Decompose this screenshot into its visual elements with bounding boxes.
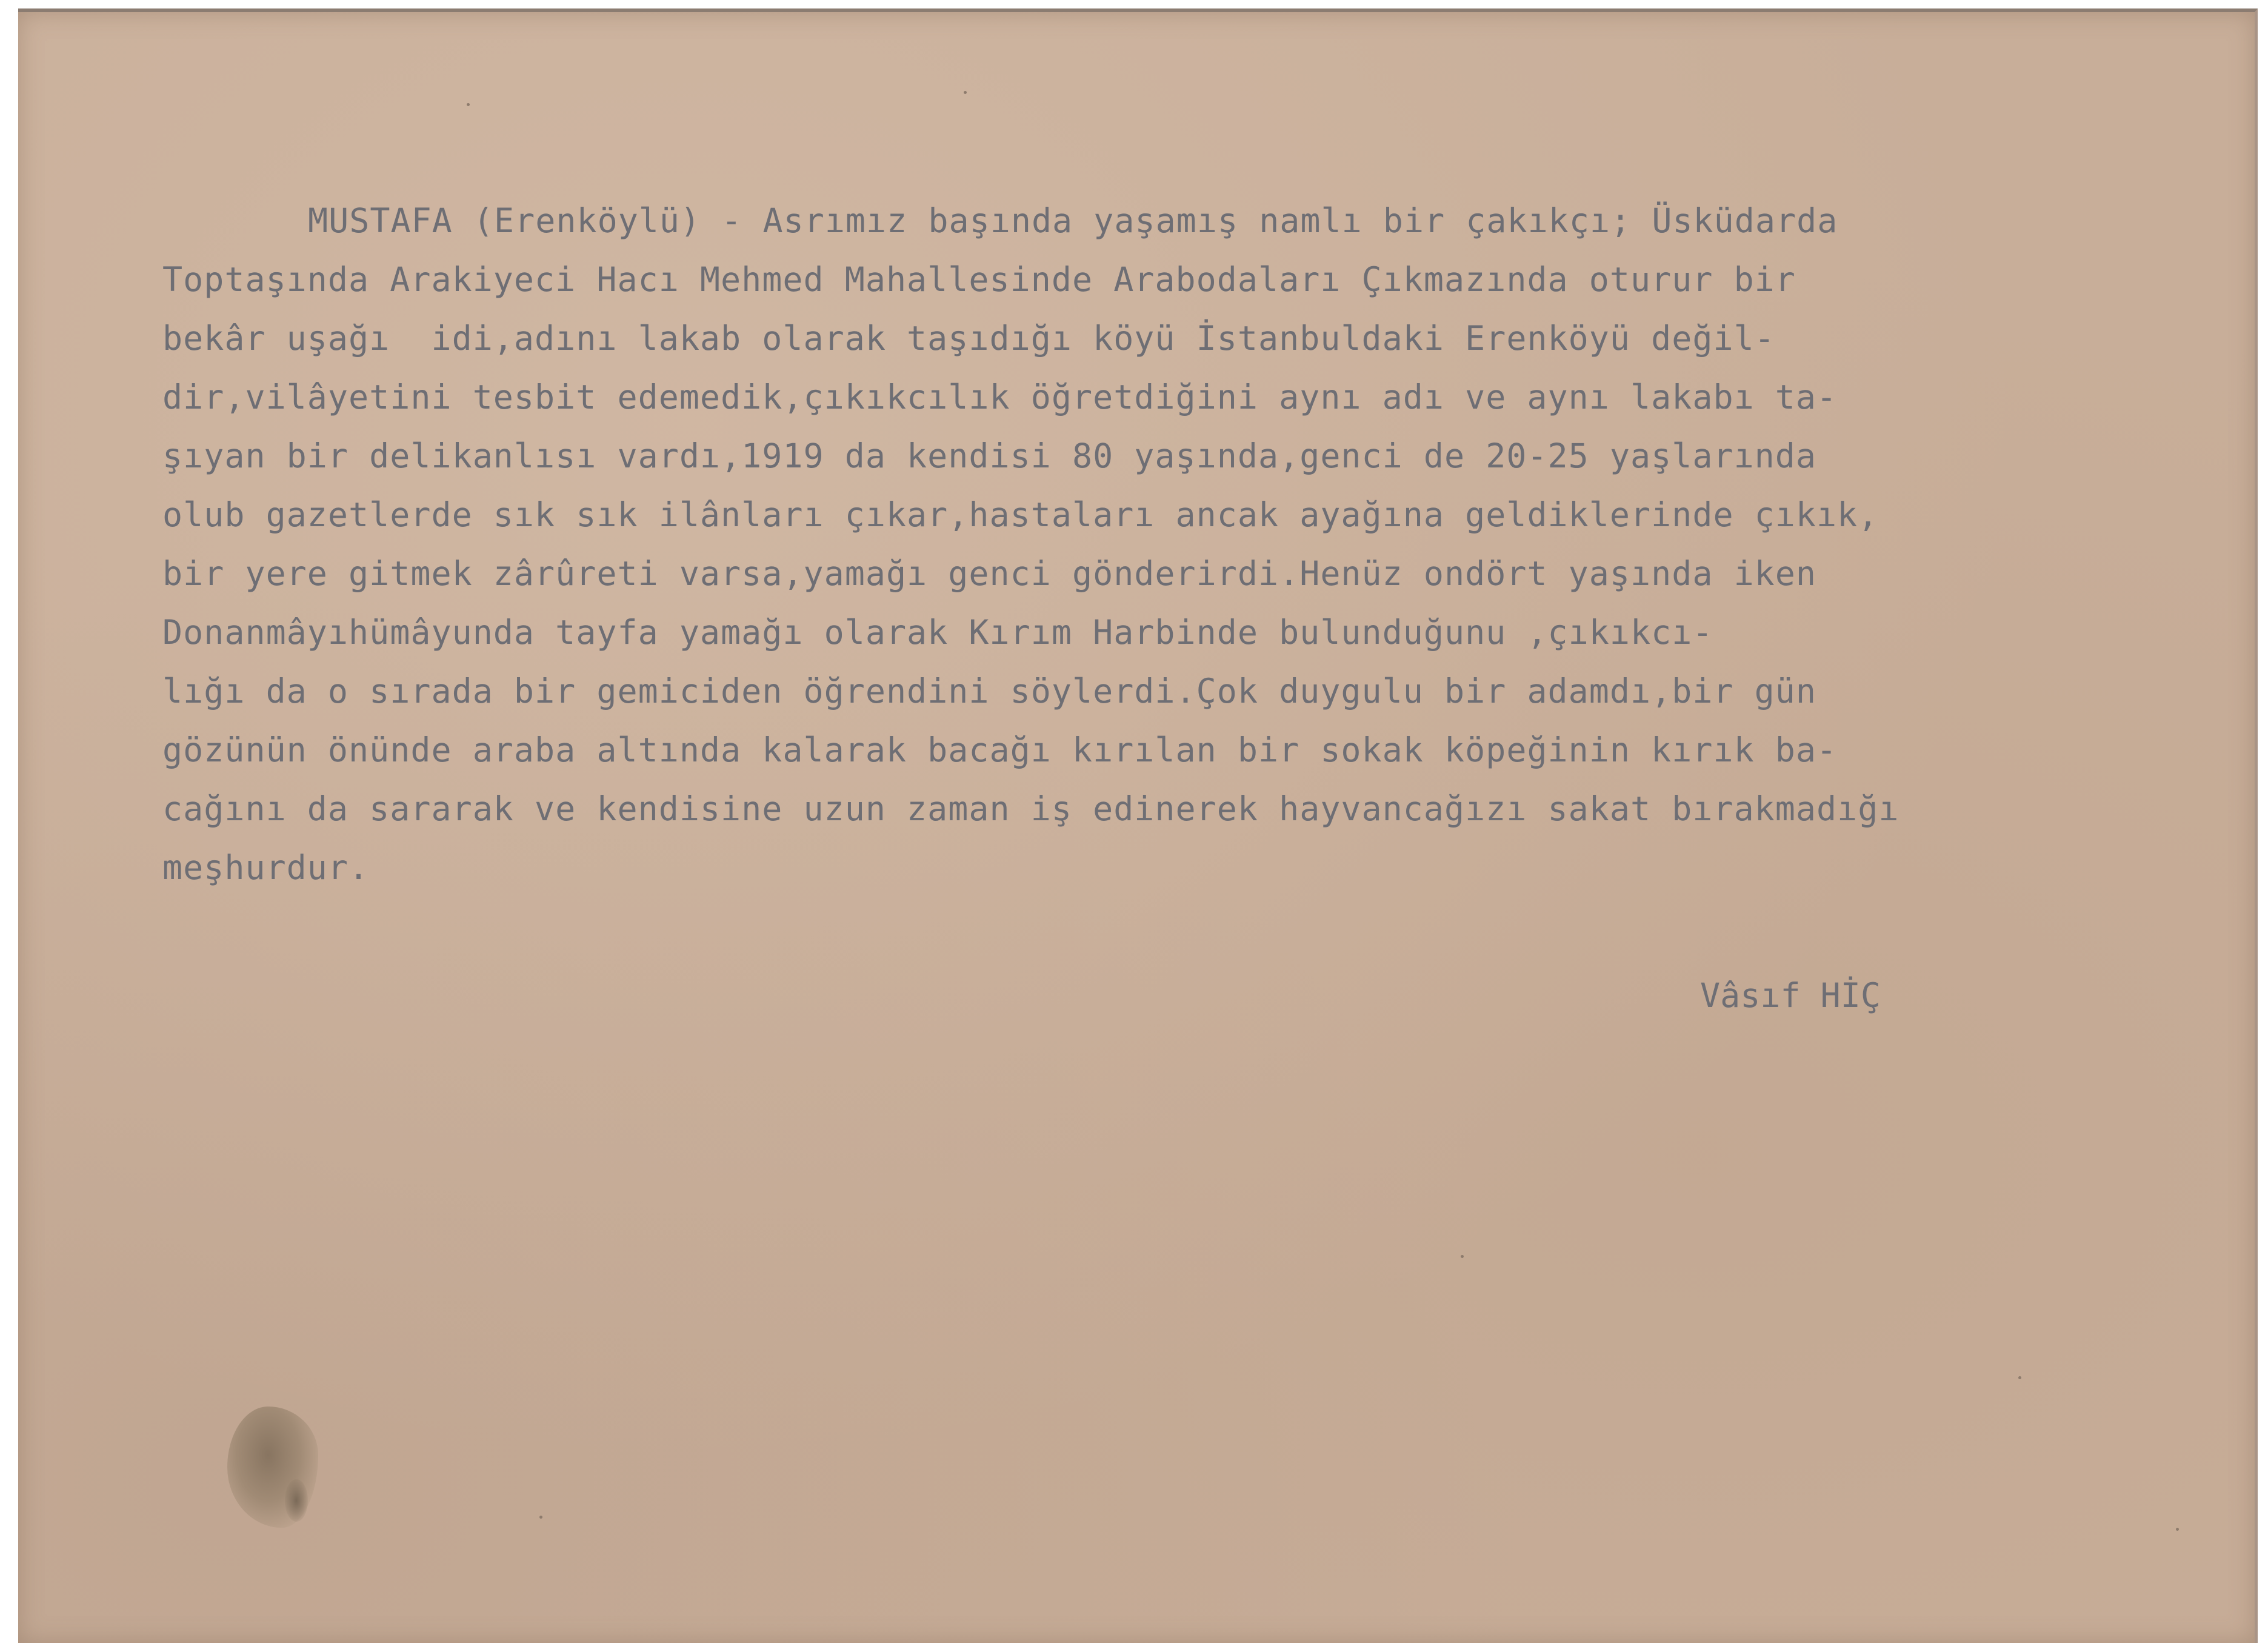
paper-speck	[2018, 1376, 2021, 1379]
text-line: Toptaşında Arakiyeci Hacı Mehmed Mahallesinde Arabodaları Çıkmazında oturur bir	[162, 260, 1796, 299]
text-line: dir,vilâyetini tesbit edemedik,çıkıkcılık öğretdiğini aynı adı ve aynı lakabı ta-	[162, 378, 1838, 416]
text-line: cağını da sararak ve kendisine uzun zaman iş edinerek hayvancağızı sakat bırakmadığı	[162, 789, 1899, 828]
text-line: olub gazetlerde sık sık ilânları çıkar,hastaları ancak ayağına geldiklerinde çıkık,	[162, 495, 1879, 534]
text-line: MUSTAFA (Erenköylü) - Asrımız başında yaşamış namlı bir çakıkçı; Üsküdarda	[308, 201, 1838, 240]
stain-drip	[285, 1479, 308, 1522]
text-line: lığı da o sırada bir gemiciden öğrendini söylerdi.Çok duygulu bir adamdı,bir gün	[162, 672, 1817, 711]
text-line: gözünün önünde araba altında kalarak bacağı kırılan bir sokak köpeğinin kırık ba-	[162, 731, 1838, 769]
paper-speck	[1461, 1255, 1464, 1258]
text-line: Donanmâyıhümâyunda tayfa yamağı olarak Kırım Harbinde bulunduğunu ,çıkıkcı-	[162, 613, 1713, 652]
paper-speck	[2176, 1528, 2179, 1531]
paper-speck	[964, 91, 967, 94]
text-line: bekâr uşağı idi,adını lakab olarak taşıdığı köyü İstanbuldaki Erenköyü değil-	[162, 319, 1775, 358]
index-card	[18, 8, 2258, 1643]
paper-speck	[467, 103, 470, 106]
text-line: bir yere gitmek zârûreti varsa,yamağı genci gönderirdi.Henüz ondört yaşında iken	[162, 554, 1817, 593]
typed-text-block	[162, 192, 2163, 897]
paper-speck	[539, 1516, 542, 1519]
text-line: şıyan bir delikanlısı vardı,1919 da kendisi 80 yaşında,genci de 20-25 yaşlarında	[162, 436, 1817, 475]
author-signature: Vâsıf HİÇ	[1700, 976, 1881, 1015]
text-line: meşhurdur.	[162, 848, 370, 887]
